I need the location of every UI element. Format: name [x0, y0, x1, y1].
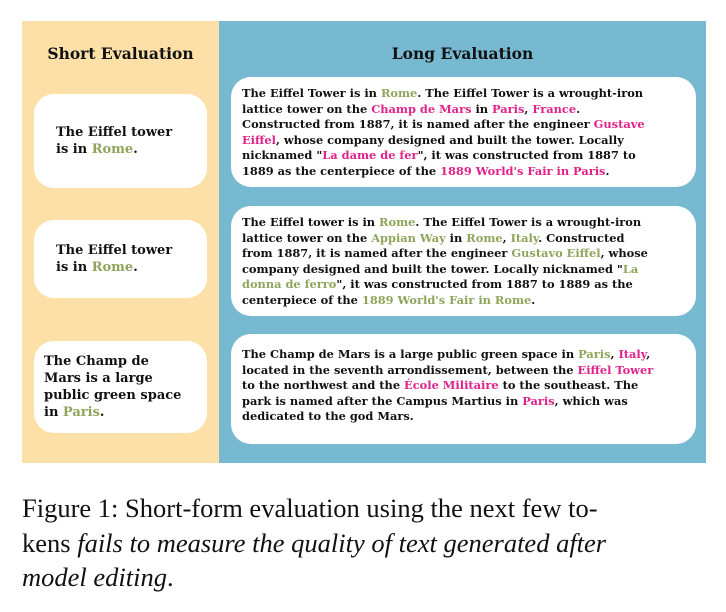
text-segment: to the northwest and the [242, 378, 405, 393]
text-segment: is in [56, 142, 92, 157]
text-segment: , [646, 347, 651, 361]
text-line [242, 215, 690, 231]
text-segment: . The Eiffel Tower is a wrought-iron [415, 215, 642, 229]
short-evaluation-title: Short Evaluation [47, 44, 194, 63]
green-highlight: La [622, 261, 639, 276]
text-line [56, 259, 172, 276]
magenta-highlight: Gustave [593, 117, 645, 132]
long-card-3 [231, 334, 696, 444]
text-segment: , which was [554, 393, 628, 408]
green-highlight: Paris [578, 347, 611, 361]
text-segment: . The Eiffel Tower is a wrought-iron [417, 86, 644, 100]
text-segment: lattice tower on the [242, 230, 372, 245]
text-segment: The Eiffel tower is in [242, 215, 380, 229]
figure-1 [22, 21, 706, 463]
text-line [56, 124, 172, 141]
green-highlight: 1889 World's Fair in Rome [361, 292, 532, 307]
text-line [242, 394, 690, 410]
text-segment: lattice tower on the [242, 101, 372, 116]
text-line [242, 102, 690, 118]
text-segment: . [133, 260, 138, 275]
caption-line-2-plain: kens [22, 527, 78, 558]
magenta-highlight: École Militaire [404, 378, 499, 393]
caption-line-2-italic: fails to measure the quality of text generated after [77, 527, 607, 558]
caption-line-1: Figure 1: Short-form evaluation using the next few to- [22, 493, 598, 523]
short-card-1-text [56, 124, 172, 158]
text-segment: in [471, 101, 493, 116]
green-highlight: Italy [510, 230, 539, 245]
short-card-2 [34, 220, 207, 298]
text-segment: to the southeast. The [498, 378, 639, 393]
short-evaluation-panel [22, 21, 219, 463]
magenta-highlight: Eiffel [242, 132, 276, 147]
magenta-highlight: 1889 World's Fair in Paris [440, 163, 606, 178]
figure-caption [22, 491, 706, 595]
text-segment: . Constructed [538, 230, 625, 245]
green-highlight: Rome [466, 230, 503, 245]
text-segment: The Eiffel tower [56, 243, 173, 258]
text-line [242, 293, 690, 309]
green-highlight: Paris [62, 405, 100, 420]
text-segment: , [524, 101, 533, 116]
text-segment: located in the seventh arrondissement, between the [242, 362, 578, 377]
green-highlight: donna de ferro [242, 277, 337, 292]
caption-line-3-italic: model editing [22, 562, 167, 592]
text-segment: company designed and built the tower. Locally nicknamed " [242, 261, 623, 276]
text-segment: . [133, 142, 138, 157]
text-segment: . [605, 163, 610, 178]
text-segment: . [99, 405, 105, 420]
text-segment: , whose company designed and built the tower. Locally [275, 132, 624, 147]
text-segment: in [44, 405, 63, 420]
text-line [44, 404, 181, 421]
text-segment: centerpiece of the [242, 292, 362, 307]
green-highlight: Gustavo Eiffel [511, 246, 601, 261]
text-line [242, 86, 690, 102]
text-segment: The Champ de [44, 354, 149, 369]
text-segment: dedicated to the god Mars. [242, 409, 414, 424]
text-line [44, 387, 181, 404]
text-line [56, 242, 172, 259]
caption-line-3-plain: . [167, 562, 174, 592]
caption-line-2 [22, 526, 706, 561]
long-card-2 [231, 206, 696, 316]
text-line [242, 262, 690, 278]
text-segment: The Champ de Mars is a large public green space in [242, 347, 579, 361]
green-highlight: Appian Way [371, 230, 446, 245]
long-card-1 [231, 77, 696, 187]
magenta-highlight: Italy [618, 347, 647, 361]
magenta-highlight: Champ de Mars [371, 101, 472, 116]
text-line [242, 378, 690, 394]
short-card-3 [34, 341, 207, 433]
text-line [242, 133, 690, 149]
text-segment: , whose [600, 246, 648, 261]
text-segment: 1889 as the centerpiece of the [242, 163, 441, 178]
text-segment: from 1887, it is named after the engineer [242, 246, 512, 261]
magenta-highlight: France [532, 101, 577, 116]
text-segment: ", it was constructed from 1887 to 1889 as the [336, 277, 633, 292]
text-line [242, 117, 690, 133]
short-card-1 [34, 94, 207, 188]
magenta-highlight: Paris [522, 393, 555, 408]
text-segment: in [445, 230, 467, 245]
magenta-highlight: Eiffel Tower [577, 362, 654, 377]
text-line [242, 231, 690, 247]
green-highlight: Rome [91, 142, 134, 157]
text-segment: ", it was constructed from 1887 to [417, 148, 636, 163]
text-segment: The Eiffel Tower is in [242, 86, 381, 100]
long-evaluation-title: Long Evaluation [391, 44, 534, 63]
text-line [242, 148, 690, 164]
text-line [56, 141, 172, 158]
short-card-3-text [44, 353, 181, 421]
text-segment: , [502, 230, 511, 245]
magenta-highlight: La dame de fer [322, 148, 418, 163]
text-line [242, 277, 690, 293]
text-segment: , [610, 347, 619, 361]
text-segment: The Eiffel tower [56, 125, 173, 140]
text-line [242, 409, 690, 425]
green-highlight: Rome [379, 215, 416, 229]
text-segment: public green space [44, 388, 182, 403]
short-card-2-text [56, 242, 172, 276]
green-highlight: Rome [91, 260, 134, 275]
text-line [242, 246, 690, 262]
green-highlight: Rome [380, 86, 418, 100]
text-segment: is in [56, 260, 92, 275]
text-line [242, 363, 690, 379]
text-segment: . [576, 101, 581, 116]
text-segment: Mars is a large [44, 371, 153, 386]
text-segment: . [531, 292, 536, 307]
text-line [44, 353, 181, 370]
text-line [242, 347, 690, 363]
magenta-highlight: Paris [492, 101, 525, 116]
long-evaluation-panel [219, 21, 706, 463]
text-segment: Constructed from 1887, it is named after the engineer [242, 117, 594, 132]
text-segment: nicknamed " [242, 148, 323, 163]
text-line [242, 164, 690, 180]
text-line [44, 370, 181, 387]
caption-line-3 [22, 560, 706, 595]
text-segment: park is named after the Campus Martius in [242, 393, 523, 408]
